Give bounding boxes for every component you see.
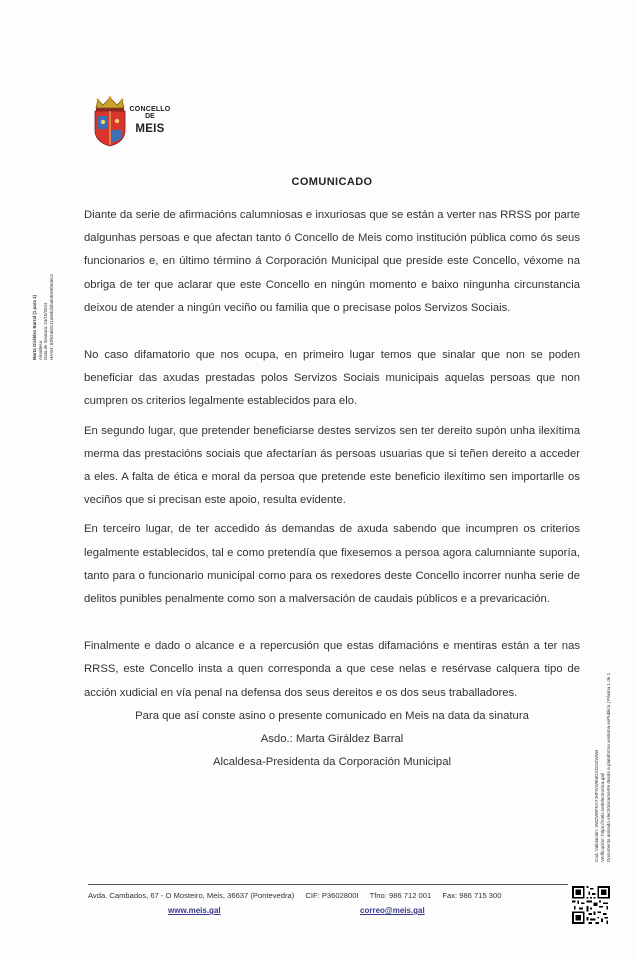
paragraph-5: Finalmente e dado o alcance e a repercusión que estas difamacións e mentiras están a ter nas RRSS, este Concello insta a quen corresponda a que cese nelas e resérvase calquera tipo de acción xudicial en vía penal na defensa dos seus dereitos e os dos seus traballadores. xyxy=(84,640,580,699)
closing-signer: Asdo.: Marta Giráldez Barral xyxy=(260,733,404,746)
signature-hash: HASH: 83fe2ab0c11a9ebd3babd0e906dec4 xyxy=(48,274,54,360)
qr-code-icon xyxy=(572,886,610,924)
signature-block xyxy=(32,170,62,360)
org-line-1: CONCELLO xyxy=(129,106,171,113)
validation-code: Cod. Validación: 3WZW6FKA7JHFGW9MGXGDZWM4 xyxy=(594,749,599,862)
email-link[interactable]: correo@meis.gal xyxy=(360,906,425,915)
footer-contact xyxy=(88,891,558,900)
paragraph-3: En segundo lugar, que pretender beneficiarse destes servizos sen ter dereito supón unha ilexítima merma das prestacións sociais que afectarían ás persoas usuarias que si teñen dereito a acceder a eles. A falta de ética e moral da persoa que pretende este beneficio ilexítimo sen importarlle os veciños que si precisan este apoio, resulta evidente. xyxy=(84,424,580,507)
footer-divider xyxy=(88,884,568,885)
signature-platform-note: Documento asinado electrónicamente desde a plataforma xestiona esPublico | Páxina 1 de 1 xyxy=(605,672,611,862)
footer-phone: Tfno: 986 712 001 xyxy=(369,891,432,900)
document-body xyxy=(84,176,580,774)
paragraph-2: No caso difamatorio que nos ocupa, en primeiro lugar temos que sinalar que non se poden beneficiar das axudas prestadas polos Servizos Sociais municipais aquelas persoas que non cumpren os criterios legalmente establecidos para elo. xyxy=(84,349,580,408)
footer-fax: Fax: 986 715 300 xyxy=(442,891,502,900)
municipality-name xyxy=(124,106,176,135)
validation-block xyxy=(594,602,620,862)
website-link[interactable]: www.meis.gal xyxy=(168,906,221,915)
paragraph-1: Diante da serie de afirmacións calumniosas e inxuriosas que se están a verter nas RRSS por parte dalgunhas persoas e que afectan tanto ó Concello de Meis como institución pública como ós seus funcionarios e, en último término á Corporación Municipal que preside este Concello, véxome na obriga de ter que aclarar que este Concello en ningún momento e baixo ningunha circunstancia deixou de atender a ningún veciño ou familia que o precisase polos Servizos Sociais. xyxy=(84,209,580,314)
footer-address: Avda. Cambados, 67 - O Mosteiro, Meis, 36637 (Pontevedra) xyxy=(88,891,295,900)
signature-date: Data de Sinatura: 24/10/2024 xyxy=(43,302,49,360)
org-line-2: DE xyxy=(145,113,155,121)
paragraph-4: En terceiro lugar, de ter accedido ás demandas de axuda sabendo que incumpren os criterios legalmente establecidos, tal e como pretendía que fixesemos a persoa agora calumniante suporía, tanto para o funcionario municipal como para os rexedores deste Concello incorrer nunha serie de delitos punibles penalmente como son a malversación de caudais públicos e a prevaricación. xyxy=(84,523,580,606)
closing-statement xyxy=(84,705,580,775)
footer-cif: CIF: P3602800I xyxy=(305,891,359,900)
verification-url: Verificación: https://meis.sedelectronica.gal/ xyxy=(599,772,605,862)
org-line-3: MEIS xyxy=(135,122,165,135)
signer-role: Alcaldesa xyxy=(37,340,43,360)
closing-line-1: Para que así conste asino o presente comunicado en Meis na data da sinatura xyxy=(135,709,529,722)
closing-title: Alcaldesa-Presidenta da Corporación Municipal xyxy=(213,756,451,769)
document-title: COMUNICADO xyxy=(291,176,373,188)
signer-name: Marta Giráldez Barral (1 para 1) xyxy=(32,295,37,360)
